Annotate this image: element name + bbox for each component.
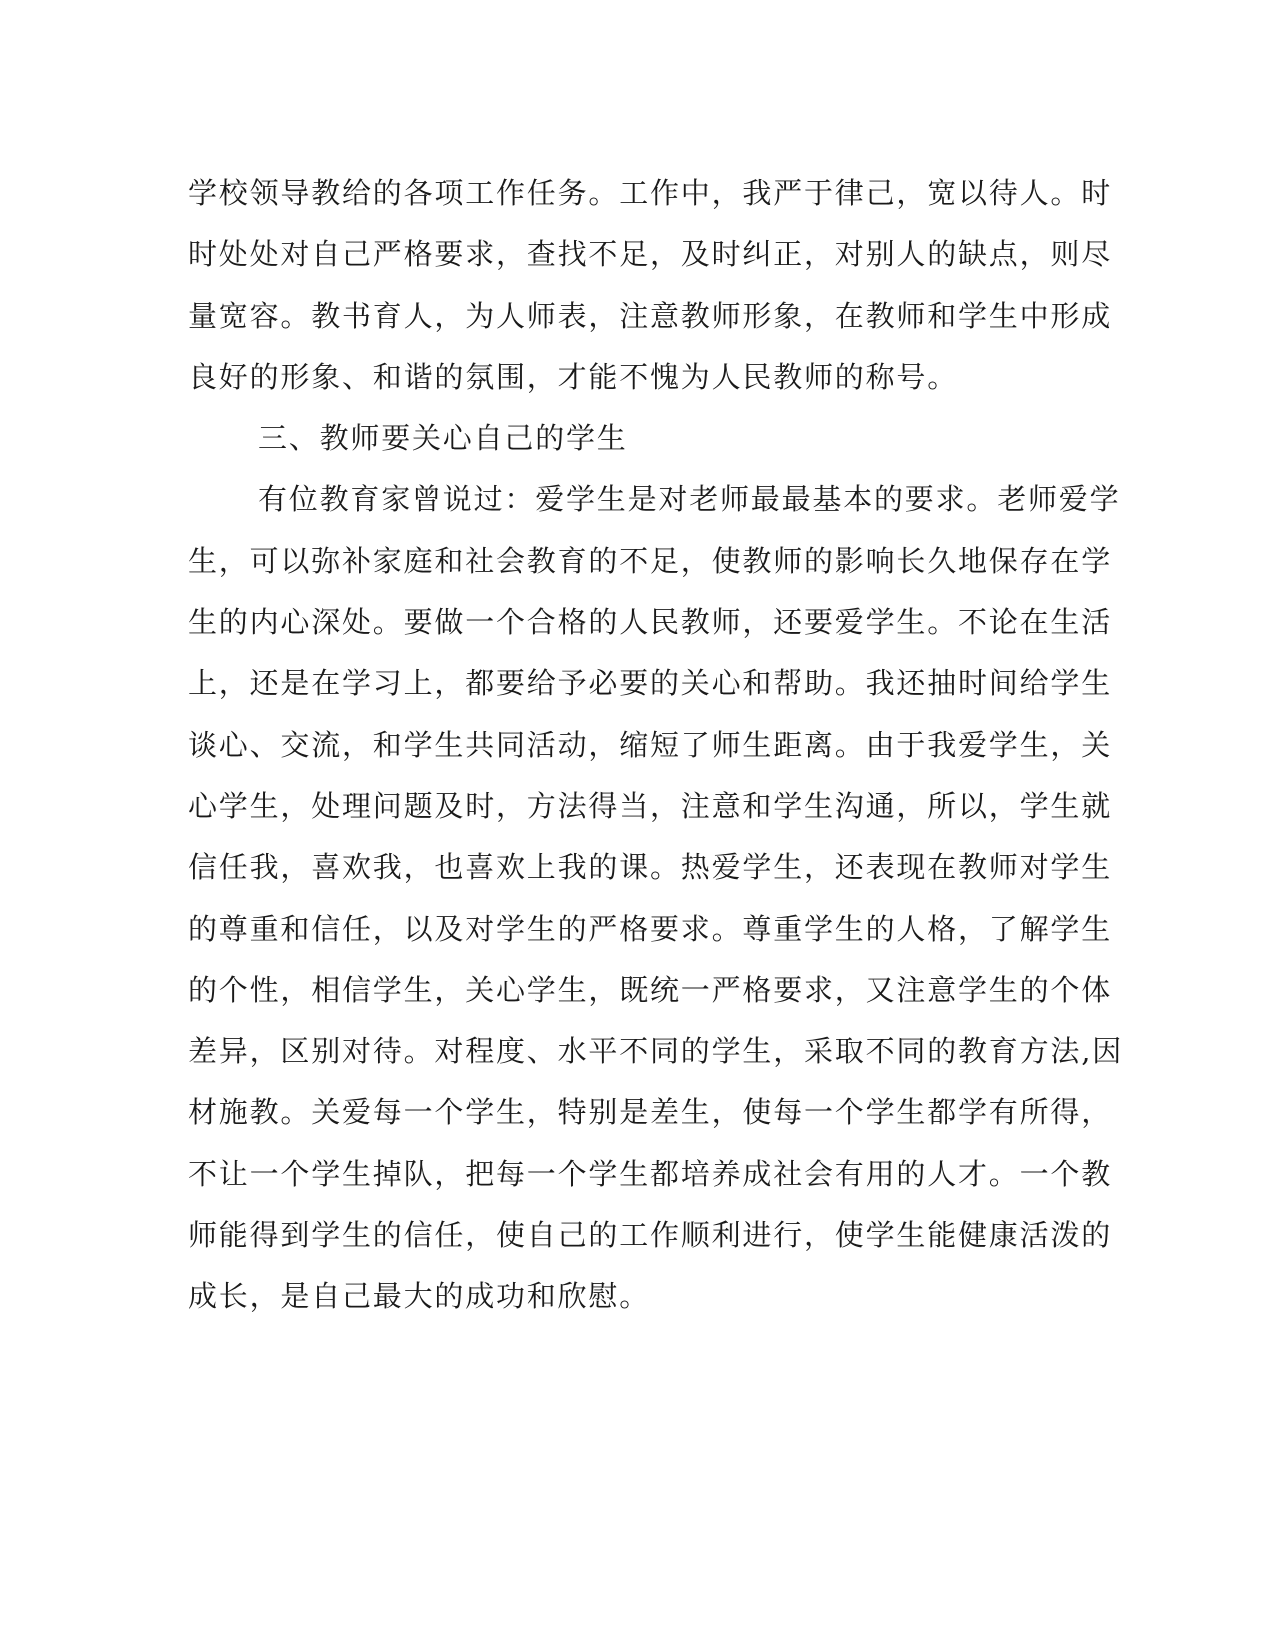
section-heading: 三、教师要关心自己的学生 bbox=[258, 421, 628, 456]
text-line: 差异，区别对待。对程度、水平不同的学生，采取不同的教育方法,因 bbox=[188, 1034, 1124, 1069]
text-line: 不让一个学生掉队，把每一个学生都培养成社会有用的人才。一个教 bbox=[188, 1156, 1113, 1191]
text-line: 生的内心深处。要做一个合格的人民教师，还要爱学生。不论在生活 bbox=[188, 605, 1113, 640]
text-line: 谈心、交流，和学生共同活动，缩短了师生距离。由于我爱学生，关 bbox=[188, 727, 1113, 762]
text-line: 生，可以弥补家庭和社会教育的不足，使教师的影响长久地保存在学 bbox=[188, 543, 1113, 578]
text-line: 量宽容。教书育人，为人师表，注意教师形象，在教师和学生中形成 bbox=[188, 298, 1113, 333]
text-line: 学校领导教给的各项工作任务。工作中，我严于律己，宽以待人。时 bbox=[188, 176, 1113, 210]
text-line: 信任我，喜欢我，也喜欢上我的课。热爱学生，还表现在教师对学生 bbox=[188, 850, 1113, 885]
text-line: 有位教育家曾说过：爱学生是对老师最最基本的要求。老师爱学 bbox=[258, 482, 1121, 517]
text-line: 的个性，相信学生，关心学生，既统一严格要求，又注意学生的个体 bbox=[188, 972, 1113, 1007]
text-line: 上，还是在学习上，都要给予必要的关心和帮助。我还抽时间给学生 bbox=[188, 666, 1113, 701]
text-line: 的尊重和信任，以及对学生的严格要求。尊重学生的人格，了解学生 bbox=[188, 911, 1113, 946]
text-line: 时处处对自己严格要求，查找不足，及时纠正，对别人的缺点，则尽 bbox=[188, 237, 1113, 272]
body-text bbox=[188, 163, 1124, 1328]
text-line: 心学生，处理问题及时，方法得当，注意和学生沟通，所以，学生就 bbox=[188, 788, 1113, 823]
text-line: 材施教。关爱每一个学生，特别是差生，使每一个学生都学有所得， bbox=[188, 1095, 1113, 1130]
text-line: 师能得到学生的信任，使自己的工作顺利进行，使学生能健康活泼的 bbox=[188, 1218, 1113, 1253]
text-line: 良好的形象、和谐的氛围，才能不愧为人民教师的称号。 bbox=[188, 359, 959, 394]
text-line: 成长，是自己最大的成功和欣慰。 bbox=[188, 1279, 651, 1314]
